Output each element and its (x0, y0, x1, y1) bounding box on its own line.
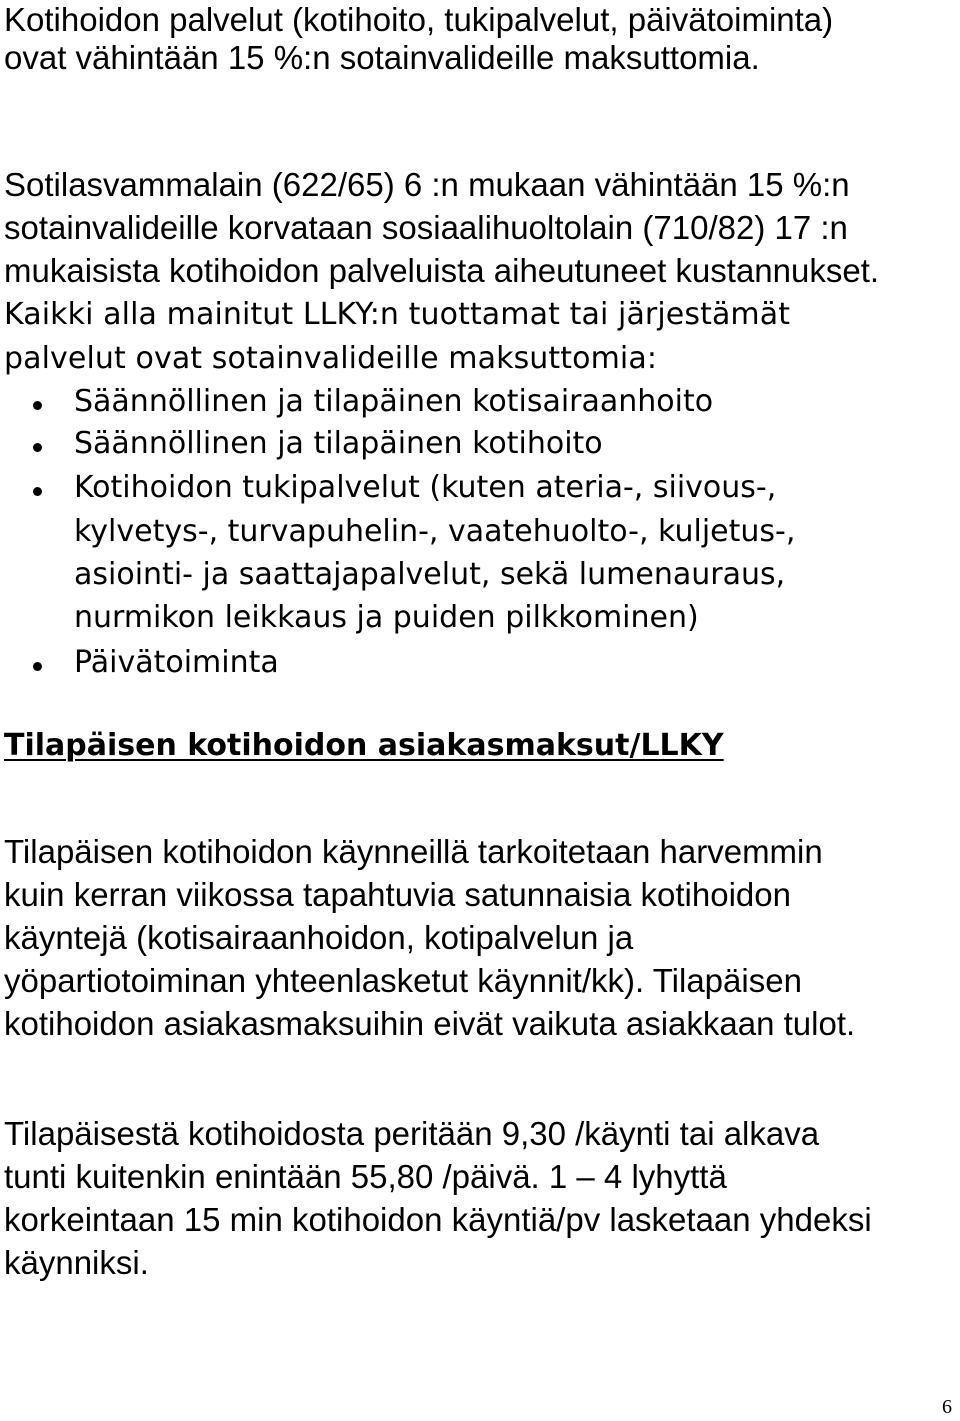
bullet-item-3-line-3: asiointi- ja saattajapalvelut, sekä lumenauraus, (74, 557, 786, 592)
para3-line-4: yöpartiotoiminan yhteenlasketut käynnit/kk). Tilapäisen (4, 962, 802, 999)
page-number: 6 (942, 1396, 952, 1418)
para1-line-1: Kotihoidon palvelut (kotihoito, tukipalvelut, päivätoiminta) (4, 1, 834, 38)
bullet-dot-2 (33, 443, 42, 452)
para2-line-5: palvelut ovat sotainvalideille maksuttomia: (4, 341, 658, 376)
para4-line-1: Tilapäisestä kotihoidosta peritään 9,30 /käynti tai alkava (4, 1115, 820, 1152)
bullet-item-2: Säännöllinen ja tilapäinen kotihoito (74, 426, 603, 461)
para2-line-1: Sotilasvammalain (622/65) 6 :n mukaan vähintään 15 %:n (4, 166, 850, 203)
bullet-dot-4 (33, 662, 42, 671)
section-heading: Tilapäisen kotihoidon asiakasmaksut/LLKY (4, 728, 724, 763)
bullet-item-3-line-4: nurmikon leikkaus ja puiden pilkkominen) (74, 600, 699, 635)
bullet-dot-1 (33, 401, 42, 410)
para2-line-2: sotainvalideille korvataan sosiaalihuoltolain (710/82) 17 :n (4, 209, 848, 246)
bullet-item-1: Säännöllinen ja tilapäinen kotisairaanhoito (74, 384, 714, 419)
para2-line-3: mukaisista kotihoidon palveluista aiheutuneet kustannukset. (4, 252, 880, 289)
para4-line-4: käynniksi. (4, 1244, 149, 1281)
para3-line-5: kotihoidon asiakasmaksuihin eivät vaikuta asiakkaan tulot. (4, 1005, 856, 1042)
para3-line-2: kuin kerran viikossa tapahtuvia satunnaisia kotihoidon (4, 876, 791, 913)
bullet-item-3-line-2: kylvetys-, turvapuhelin-, vaatehuolto-, kuljetus-, (74, 514, 796, 549)
para4-line-3: korkeintaan 15 min kotihoidon käyntiä/pv lasketaan yhdeksi (4, 1201, 872, 1238)
bullet-item-3-line-1: Kotihoidon tukipalvelut (kuten ateria-, siivous-, (74, 470, 777, 505)
para4-line-2: tunti kuitenkin enintään 55,80 /päivä. 1 – 4 lyhyttä (4, 1158, 727, 1195)
bullet-item-4: Päivätoiminta (74, 645, 279, 680)
para3-line-1: Tilapäisen kotihoidon käynneillä tarkoitetaan harvemmin (4, 833, 823, 870)
para3-line-3: käyntejä (kotisairaanhoidon, kotipalvelun ja (4, 919, 634, 956)
bullet-dot-3 (33, 487, 42, 496)
para1-line-2: ovat vähintään 15 %:n sotainvalideille maksuttomia. (4, 39, 760, 76)
para2-line-4: Kaikki alla mainitut LLKY:n tuottamat tai järjestämät (4, 297, 791, 332)
